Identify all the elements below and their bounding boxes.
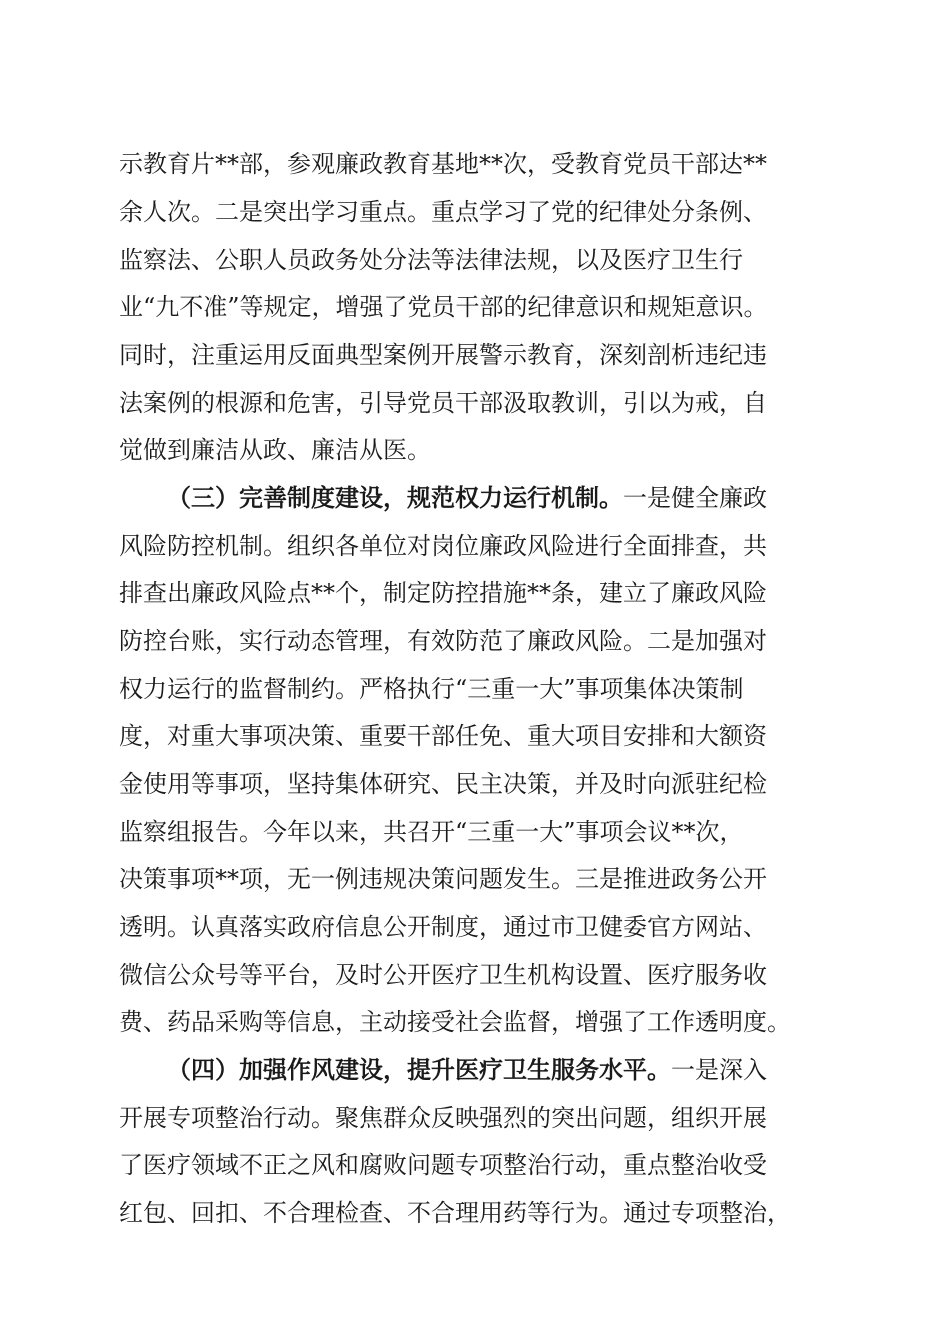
section-three-first-line-text: 一是健全廉政: [623, 484, 767, 512]
text-line: 同时，注重运用反面典型案例开展警示教育，深刻剖析违纪违: [119, 341, 767, 369]
section-four-first-line-text: 一是深入: [671, 1056, 767, 1084]
text-line: 金使用等事项，坚持集体研究、民主决策，并及时向派驻纪检: [119, 770, 767, 798]
text-line: 业“九不准”等规定，增强了党员干部的纪律意识和规矩意识。: [119, 293, 768, 321]
text-line: 监察组报告。今年以来，共召开“三重一大”事项会议**次，: [119, 818, 744, 846]
text-line: 示教育片**部，参观廉政教育基地**次，受教育党员干部达**: [119, 150, 767, 178]
text-line: 红包、回扣、不合理检查、不合理用药等行为。通过专项整治，: [119, 1199, 791, 1227]
text-line: 微信公众号等平台，及时公开医疗卫生机构设置、医疗服务收: [119, 961, 767, 989]
section-three-heading: （三）完善制度建设，规范权力运行机制。: [167, 483, 623, 512]
text-line: 开展专项整治行动。聚焦群众反映强烈的突出问题，组织开展: [119, 1104, 767, 1132]
text-line: 法案例的根源和危害，引导党员干部汲取教训，引以为戒，自: [119, 389, 767, 417]
text-line: 决策事项**项，无一例违规决策问题发生。三是推进政务公开: [119, 865, 767, 893]
section-four-heading: （四）加强作风建设，提升医疗卫生服务水平。: [167, 1055, 671, 1084]
text-line: 监察法、公职人员政务处分法等法律法规，以及医疗卫生行: [119, 246, 743, 274]
text-line: 觉做到廉洁从政、廉洁从医。: [119, 436, 431, 464]
text-line: 防控台账，实行动态管理，有效防范了廉政风险。二是加强对: [119, 627, 767, 655]
text-line: 风险防控机制。组织各单位对岗位廉政风险进行全面排查，共: [119, 532, 767, 560]
text-line: 权力运行的监督制约。严格执行“三重一大”事项集体决策制: [119, 675, 744, 703]
text-line: 排查出廉政风险点**个，制定防控措施**条，建立了廉政风险: [119, 579, 767, 607]
section-three-first-line: [167, 481, 767, 515]
text-line: 度，对重大事项决策、重要干部任免、重大项目安排和大额资: [119, 722, 767, 750]
text-line: 了医疗领域不正之风和腐败问题专项整治行动，重点整治收受: [119, 1151, 767, 1179]
text-line: 费、药品采购等信息，主动接受社会监督，增强了工作透明度。: [119, 1008, 791, 1036]
text-line: 透明。认真落实政府信息公开制度，通过市卫健委官方网站、: [119, 913, 767, 941]
text-line: 余人次。二是突出学习重点。重点学习了党的纪律处分条例、: [119, 198, 767, 226]
section-four-first-line: [167, 1053, 767, 1087]
